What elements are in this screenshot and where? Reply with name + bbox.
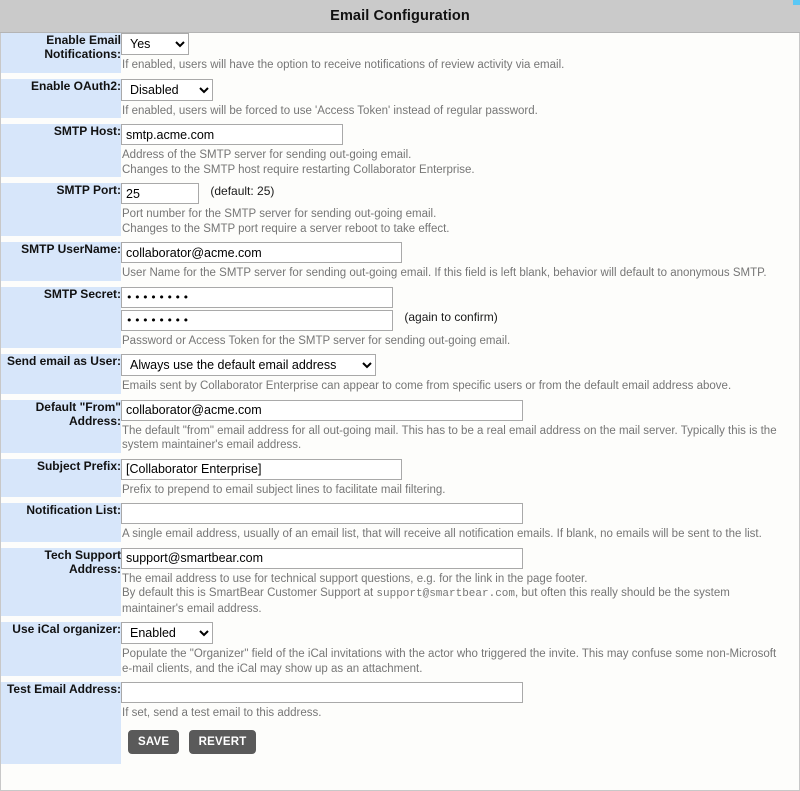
label-send-email-as-user: Send email as User: bbox=[1, 354, 121, 394]
description-tech-support-line1: The email address to use for technical support questions, e.g. for the link in the page footer. bbox=[122, 572, 588, 585]
label-smtp-port: SMTP Port: bbox=[1, 183, 121, 236]
description-use-ical-organizer: Populate the "Organizer" field of the iCal invitations with the actor who triggered the invite. This may confuse some non-Microsoft e-mail clients, and the iCal may show up as an attachment. bbox=[122, 648, 777, 675]
description-tech-support-email: support@smartbear.com bbox=[376, 588, 516, 600]
configuration-table bbox=[1, 33, 799, 764]
select-send-email-as-user[interactable] bbox=[121, 354, 376, 376]
label-smtp-host: SMTP Host: bbox=[1, 124, 121, 177]
revert-button[interactable]: REVERT bbox=[189, 730, 257, 754]
label-tech-support-address: Tech Support Address: bbox=[1, 548, 121, 617]
note-smtp-secret-confirm: (again to confirm) bbox=[404, 309, 498, 324]
row-tech-support-address bbox=[1, 548, 799, 617]
input-smtp-username[interactable] bbox=[121, 242, 402, 263]
row-test-email-address bbox=[1, 682, 799, 721]
input-smtp-host[interactable] bbox=[121, 124, 343, 145]
row-send-email-as-user bbox=[1, 354, 799, 394]
select-enable-oauth2[interactable] bbox=[121, 79, 213, 101]
input-default-from-address[interactable] bbox=[121, 400, 523, 421]
input-smtp-secret[interactable] bbox=[121, 287, 393, 308]
label-enable-email-notifications: Enable Email Notifications: bbox=[1, 33, 121, 73]
input-notification-list[interactable] bbox=[121, 503, 523, 524]
label-smtp-username: SMTP UserName: bbox=[1, 242, 121, 281]
label-test-email-address: Test Email Address: bbox=[1, 682, 121, 721]
description-send-email-as-user: Emails sent by Collaborator Enterprise can appear to come from specific users or from the default email address above. bbox=[122, 380, 732, 392]
row-use-ical-organizer bbox=[1, 622, 799, 676]
description-tech-support-suffix: , but often this really should be the system maintainer's email address. bbox=[122, 587, 730, 615]
row-default-from-address bbox=[1, 400, 799, 453]
label-subject-prefix: Subject Prefix: bbox=[1, 459, 121, 498]
row-smtp-host bbox=[1, 124, 799, 177]
row-enable-email-notifications bbox=[1, 33, 799, 73]
description-test-email-address: If set, send a test email to this address. bbox=[122, 707, 322, 719]
description-enable-email-notifications: If enabled, users will have the option to receive notifications of review activity via email. bbox=[122, 59, 565, 71]
input-tech-support-address[interactable] bbox=[121, 548, 523, 569]
description-tech-support-prefix: By default this is SmartBear Customer Support at bbox=[122, 587, 377, 599]
label-smtp-secret: SMTP Secret: bbox=[1, 287, 121, 349]
row-smtp-secret bbox=[1, 287, 799, 349]
email-configuration-form bbox=[0, 33, 800, 791]
row-smtp-username bbox=[1, 242, 799, 281]
input-subject-prefix[interactable] bbox=[121, 459, 402, 480]
page-title: Email Configuration bbox=[330, 8, 470, 24]
description-tech-support-line2 bbox=[122, 586, 784, 616]
label-use-ical-organizer: Use iCal organizer: bbox=[1, 622, 121, 676]
row-subject-prefix bbox=[1, 459, 799, 498]
input-smtp-secret-confirm[interactable] bbox=[121, 310, 393, 331]
input-test-email-address[interactable] bbox=[121, 682, 523, 703]
label-enable-oauth2: Enable OAuth2: bbox=[1, 79, 121, 119]
description-smtp-port-line2: Changes to the SMTP port require a server reboot to take effect. bbox=[122, 222, 450, 235]
row-smtp-port bbox=[1, 183, 799, 236]
save-button[interactable]: SAVE bbox=[128, 730, 179, 754]
row-enable-oauth2 bbox=[1, 79, 799, 119]
row-actions bbox=[1, 721, 799, 764]
description-enable-oauth2: If enabled, users will be forced to use 'Access Token' instead of regular password. bbox=[122, 104, 538, 117]
action-button-bar bbox=[121, 721, 799, 764]
select-use-ical-organizer[interactable] bbox=[121, 622, 213, 644]
label-actions-empty bbox=[1, 721, 121, 764]
page-header bbox=[0, 0, 800, 33]
row-notification-list bbox=[1, 503, 799, 542]
label-default-from-address: Default "From" Address: bbox=[1, 400, 121, 453]
input-smtp-port[interactable] bbox=[121, 183, 199, 204]
description-subject-prefix: Prefix to prepend to email subject lines to facilitate mail filtering. bbox=[122, 483, 446, 496]
description-default-from-address: The default "from" email address for all out-going mail. This has to be a real email address on the mail server. Typically this is the system maintainer's email address. bbox=[122, 424, 777, 451]
select-enable-email-notifications[interactable] bbox=[121, 33, 189, 55]
label-notification-list: Notification List: bbox=[1, 503, 121, 542]
description-notification-list: A single email address, usually of an email list, that will receive all notification emails. If blank, no emails will be sent to the list. bbox=[122, 528, 762, 540]
description-smtp-host-line1: Address of the SMTP server for sending out-going email. bbox=[122, 149, 412, 161]
description-smtp-port-line1: Port number for the SMTP server for sending out-going email. bbox=[122, 208, 437, 220]
corner-marker bbox=[793, 0, 800, 5]
description-smtp-username: User Name for the SMTP server for sending out-going email. If this field is left blank, behavior will default to anonymous SMTP. bbox=[122, 267, 767, 279]
note-smtp-port-default: (default: 25) bbox=[210, 183, 275, 198]
description-smtp-host-line2: Changes to the SMTP host require restarting Collaborator Enterprise. bbox=[122, 163, 475, 176]
description-smtp-secret: Password or Access Token for the SMTP server for sending out-going email. bbox=[122, 334, 511, 347]
